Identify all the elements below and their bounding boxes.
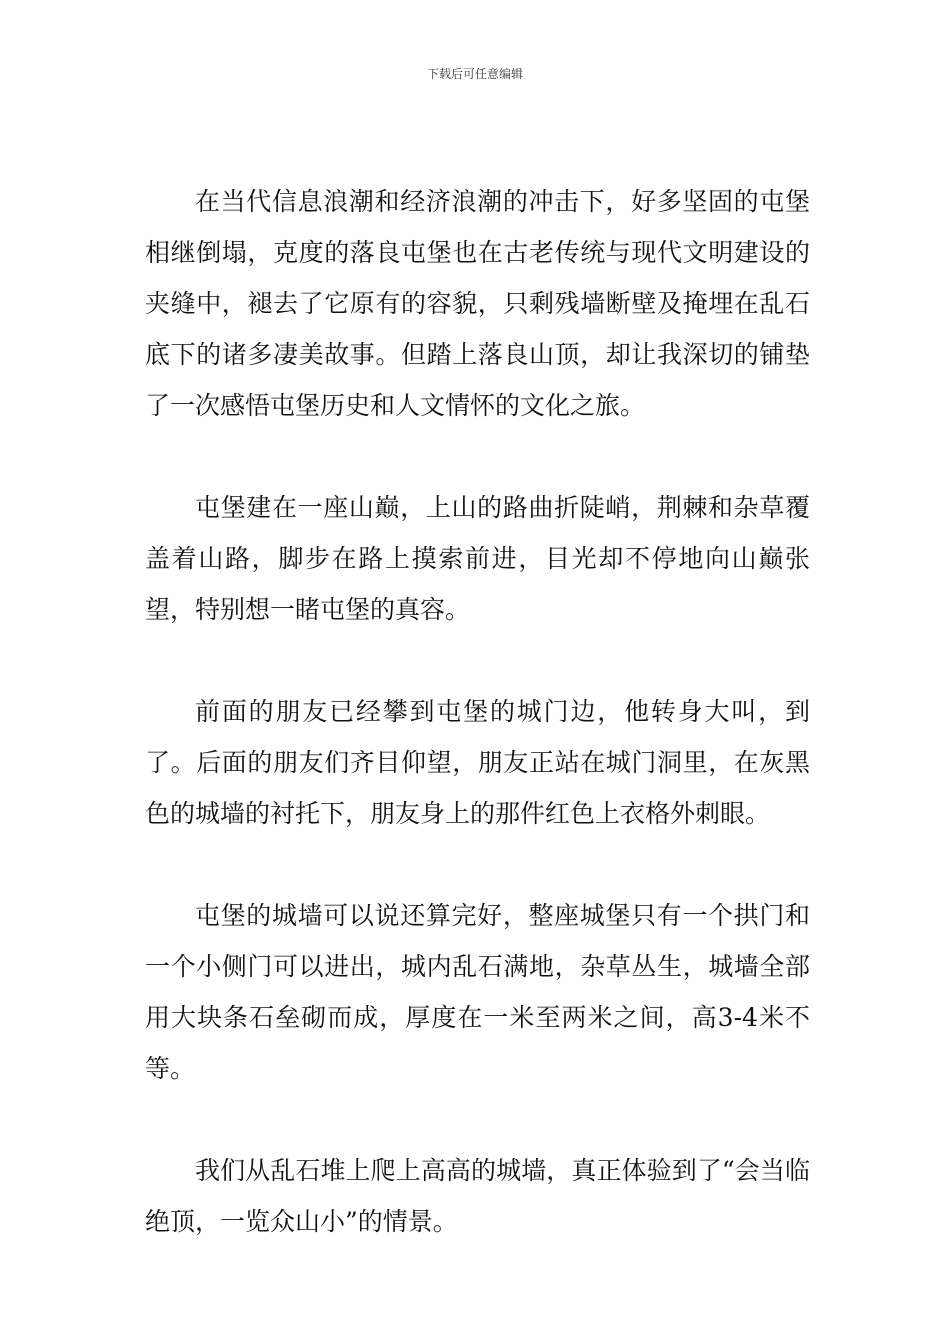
paragraph: 屯堡建在一座山巅，上山的路曲折陡峭，荆棘和杂草覆盖着山路，脚步在路上摸索前进，目光却不停地向山巅张望，特别想一睹屯堡的真容。 bbox=[145, 493, 810, 624]
paragraph: 屯堡的城墙可以说还算完好，整座城堡只有一个拱门和一个小侧门可以进出，城内乱石满地，杂草丛生，城墙全部用大块条石垒砌而成，厚度在一米至两米之间，高3-4米不等。 bbox=[145, 901, 810, 1083]
document-body bbox=[145, 176, 810, 1298]
paragraph: 前面的朋友已经攀到屯堡的城门边，他转身大叫，到了。后面的朋友们齐目仰望，朋友正站在城门洞里，在灰黑色的城墙的衬托下，朋友身上的那件红色上衣格外刺眼。 bbox=[145, 697, 810, 828]
paragraph: 在当代信息浪潮和经济浪潮的冲击下，好多坚固的屯堡相继倒塌，克度的落良屯堡也在古老传统与现代文明建设的夹缝中，褪去了它原有的容貌，只剩残墙断壁及掩埋在乱石底下的诸多凄美故事。但踏上落良山顶，却让我深切的铺垫了一次感悟屯堡历史和人文情怀的文化之旅。 bbox=[145, 187, 810, 420]
page-header: 下载后可任意编辑 bbox=[426, 67, 523, 81]
paragraph: 我们从乱石堆上爬上高高的城墙，真正体验到了“会当临绝顶，一览众山小”的情景。 bbox=[145, 1156, 810, 1236]
